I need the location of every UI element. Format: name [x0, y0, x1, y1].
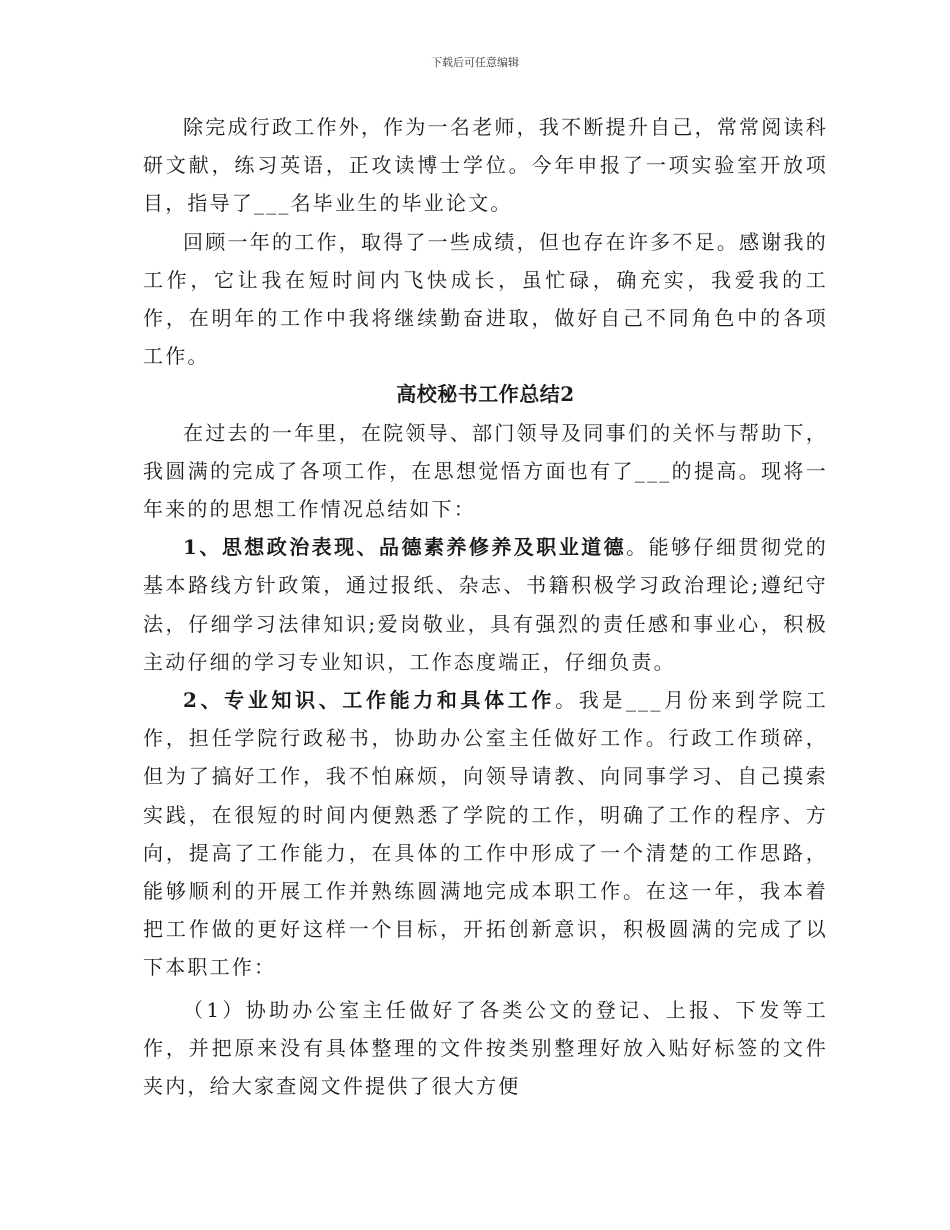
document-body: [143, 108, 828, 1105]
professional-body: 。我是___月份来到学院工作，担任学院行政秘书，协助办公室主任做好工作。行政工作琐碎，但为了搞好工作，我不怕麻烦，向领导请教、向同事学习、自己摸索实践，在很短的时间内便熟悉了学院的工作，明确了工作的程序、方向，提高了工作能力，在具体的工作中形成了一个清楚的工作思路，能够顺利的开展工作并熟练圆满地完成本职工作。在这一年，我本着把工作做的更好这样一个目标，开拓创新意识，积极圆满的完成了以下本职工作：: [143, 688, 828, 980]
paragraph-research: 除完成行政工作外，作为一名老师，我不断提升自己，常常阅读科研文献，练习英语，正攻读博士学位。今年申报了一项实验室开放项目，指导了___名毕业生的毕业论文。: [143, 115, 828, 216]
paragraph-intro: 在过去的一年里，在院领导、部门领导及同事们的关怀与帮助下，我圆满的完成了各项工作，在思想觉悟方面也有了___的提高。现将一年来的的思想工作情况总结如下：: [143, 420, 828, 522]
paragraph-review: 回顾一年的工作，取得了一些成绩，但也存在许多不足。感谢我的工作，它让我在短时间内飞快成长，虽忙碌，确充实，我爱我的工作，在明年的工作中我将继续勤奋进取，做好自己不同角色中的各项工作。: [143, 229, 828, 369]
political-heading: 1、思想政治表现、品德素养修养及职业道德: [183, 535, 627, 560]
professional-heading: 2、专业知识、工作能力和具体工作: [183, 688, 556, 713]
section-title: 高校秘书工作总结2: [396, 382, 575, 407]
political-body: 。能够仔细贯彻党的基本路线方针政策，通过报纸、杂志、书籍积极学习政治理论;遵纪守法，仔细学习法律知识;爱岗敬业，具有强烈的责任感和事业心，积极主动仔细的学习专业知识，工作态度端正，仔细负责。: [143, 535, 828, 674]
header-note: 下载后可任意编辑: [431, 56, 519, 69]
paragraph-professional: [143, 681, 828, 987]
paragraph-political: [143, 528, 828, 681]
paragraph-item-1: （1）协助办公室主任做好了各类公文的登记、上报、下发等工作，并把原来没有具体整理的文件按类别整理好放入贴好标签的文件夹内，给大家查阅文件提供了很大方便: [143, 997, 828, 1099]
